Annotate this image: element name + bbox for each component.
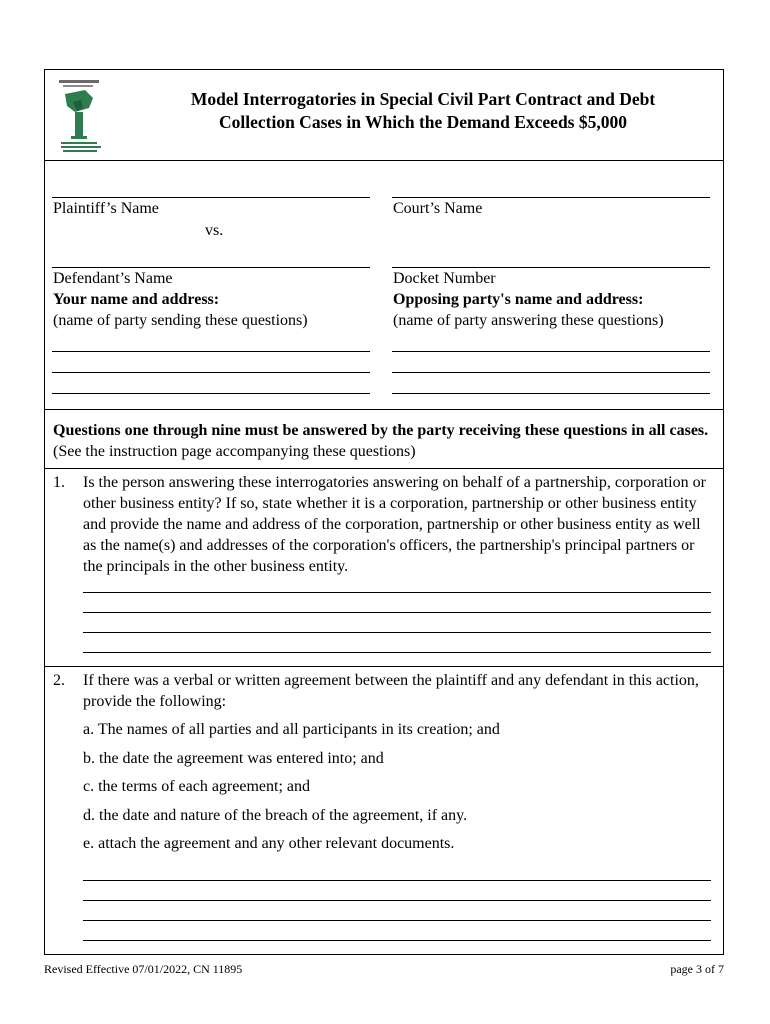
answer-1-line-4[interactable]: [83, 652, 711, 653]
question-2-text: If there was a verbal or written agreement between the plaintiff and any defendant in this action, provide the following:: [83, 672, 699, 710]
defendant-name-label: Defendant’s Name: [53, 270, 173, 287]
opposing-party-note: (name of party answering these questions): [393, 312, 664, 329]
instructions-note: (See the instruction page accompanying these questions): [53, 443, 416, 460]
your-address-line-2[interactable]: [52, 372, 370, 373]
answer-2-line-4[interactable]: [83, 940, 711, 941]
your-address-line-3[interactable]: [52, 393, 370, 394]
your-name-heading: Your name and address:: [53, 291, 220, 308]
interrogatory-form: [44, 69, 724, 955]
nj-courts-seal-icon: [55, 78, 117, 154]
plaintiff-name-label: Plaintiff’s Name: [53, 200, 159, 217]
question-2-item-a: a. The names of all parties and all participants in its creation; and: [83, 721, 500, 738]
question-2-item-c: c. the terms of each agreement; and: [83, 778, 310, 795]
answer-1-line-2[interactable]: [83, 612, 711, 613]
title-line-1: Model Interrogatories in Special Civil Part Contract and Debt: [190, 89, 656, 109]
form-header: [45, 70, 723, 161]
opposing-address-line-3[interactable]: [392, 393, 710, 394]
docket-number-label: Docket Number: [393, 270, 496, 287]
question-2-item-e: e. attach the agreement and any other relevant documents.: [83, 835, 455, 852]
answer-1-line-3[interactable]: [83, 632, 711, 633]
court-name-label: Court’s Name: [393, 200, 483, 217]
title-line-2: Collection Cases in Which the Demand Exceeds $5,000: [218, 112, 627, 132]
question-1-text: Is the person answering these interrogatories answering on behalf of a partnership, corporation or other business entity? If so, state whether it is a corporation, partnership or other business entity and provide the name and address of the corporation, partnership or other business entity as well as the name(s) and addresses of the corporation's officers, the partnership's principal partners or the principals in the other business entity.: [83, 474, 706, 575]
question-2-item-b: b. the date the agreement was entered into; and: [83, 750, 384, 767]
instructions-bold: Questions one through nine must be answered by the party receiving these questions in all cases.: [53, 422, 709, 439]
opposing-address-line-2[interactable]: [392, 372, 710, 373]
answer-2-line-2[interactable]: [83, 900, 711, 901]
answer-2-line-3[interactable]: [83, 920, 711, 921]
question-1-number: 1.: [53, 474, 65, 491]
question-divider: [45, 666, 723, 667]
revision-note: Revised Effective 07/01/2022, CN 11895: [44, 962, 243, 976]
question-2-number: 2.: [53, 672, 65, 689]
opposing-address-line-1[interactable]: [392, 351, 710, 352]
your-name-note: (name of party sending these questions): [53, 312, 308, 329]
question-2-item-d: d. the date and nature of the breach of the agreement, if any.: [83, 807, 468, 824]
instructions: [53, 420, 718, 462]
instructions-divider: [45, 468, 723, 469]
page-number: page 3 of 7: [670, 962, 724, 976]
opposing-party-heading: Opposing party's name and address:: [393, 291, 644, 308]
answer-2-line-1[interactable]: [83, 880, 711, 881]
your-address-line-1[interactable]: [52, 351, 370, 352]
section-divider: [45, 409, 723, 410]
page-title: [133, 88, 713, 134]
answer-1-line-1[interactable]: [83, 592, 711, 593]
vs-label: vs.: [205, 222, 224, 239]
